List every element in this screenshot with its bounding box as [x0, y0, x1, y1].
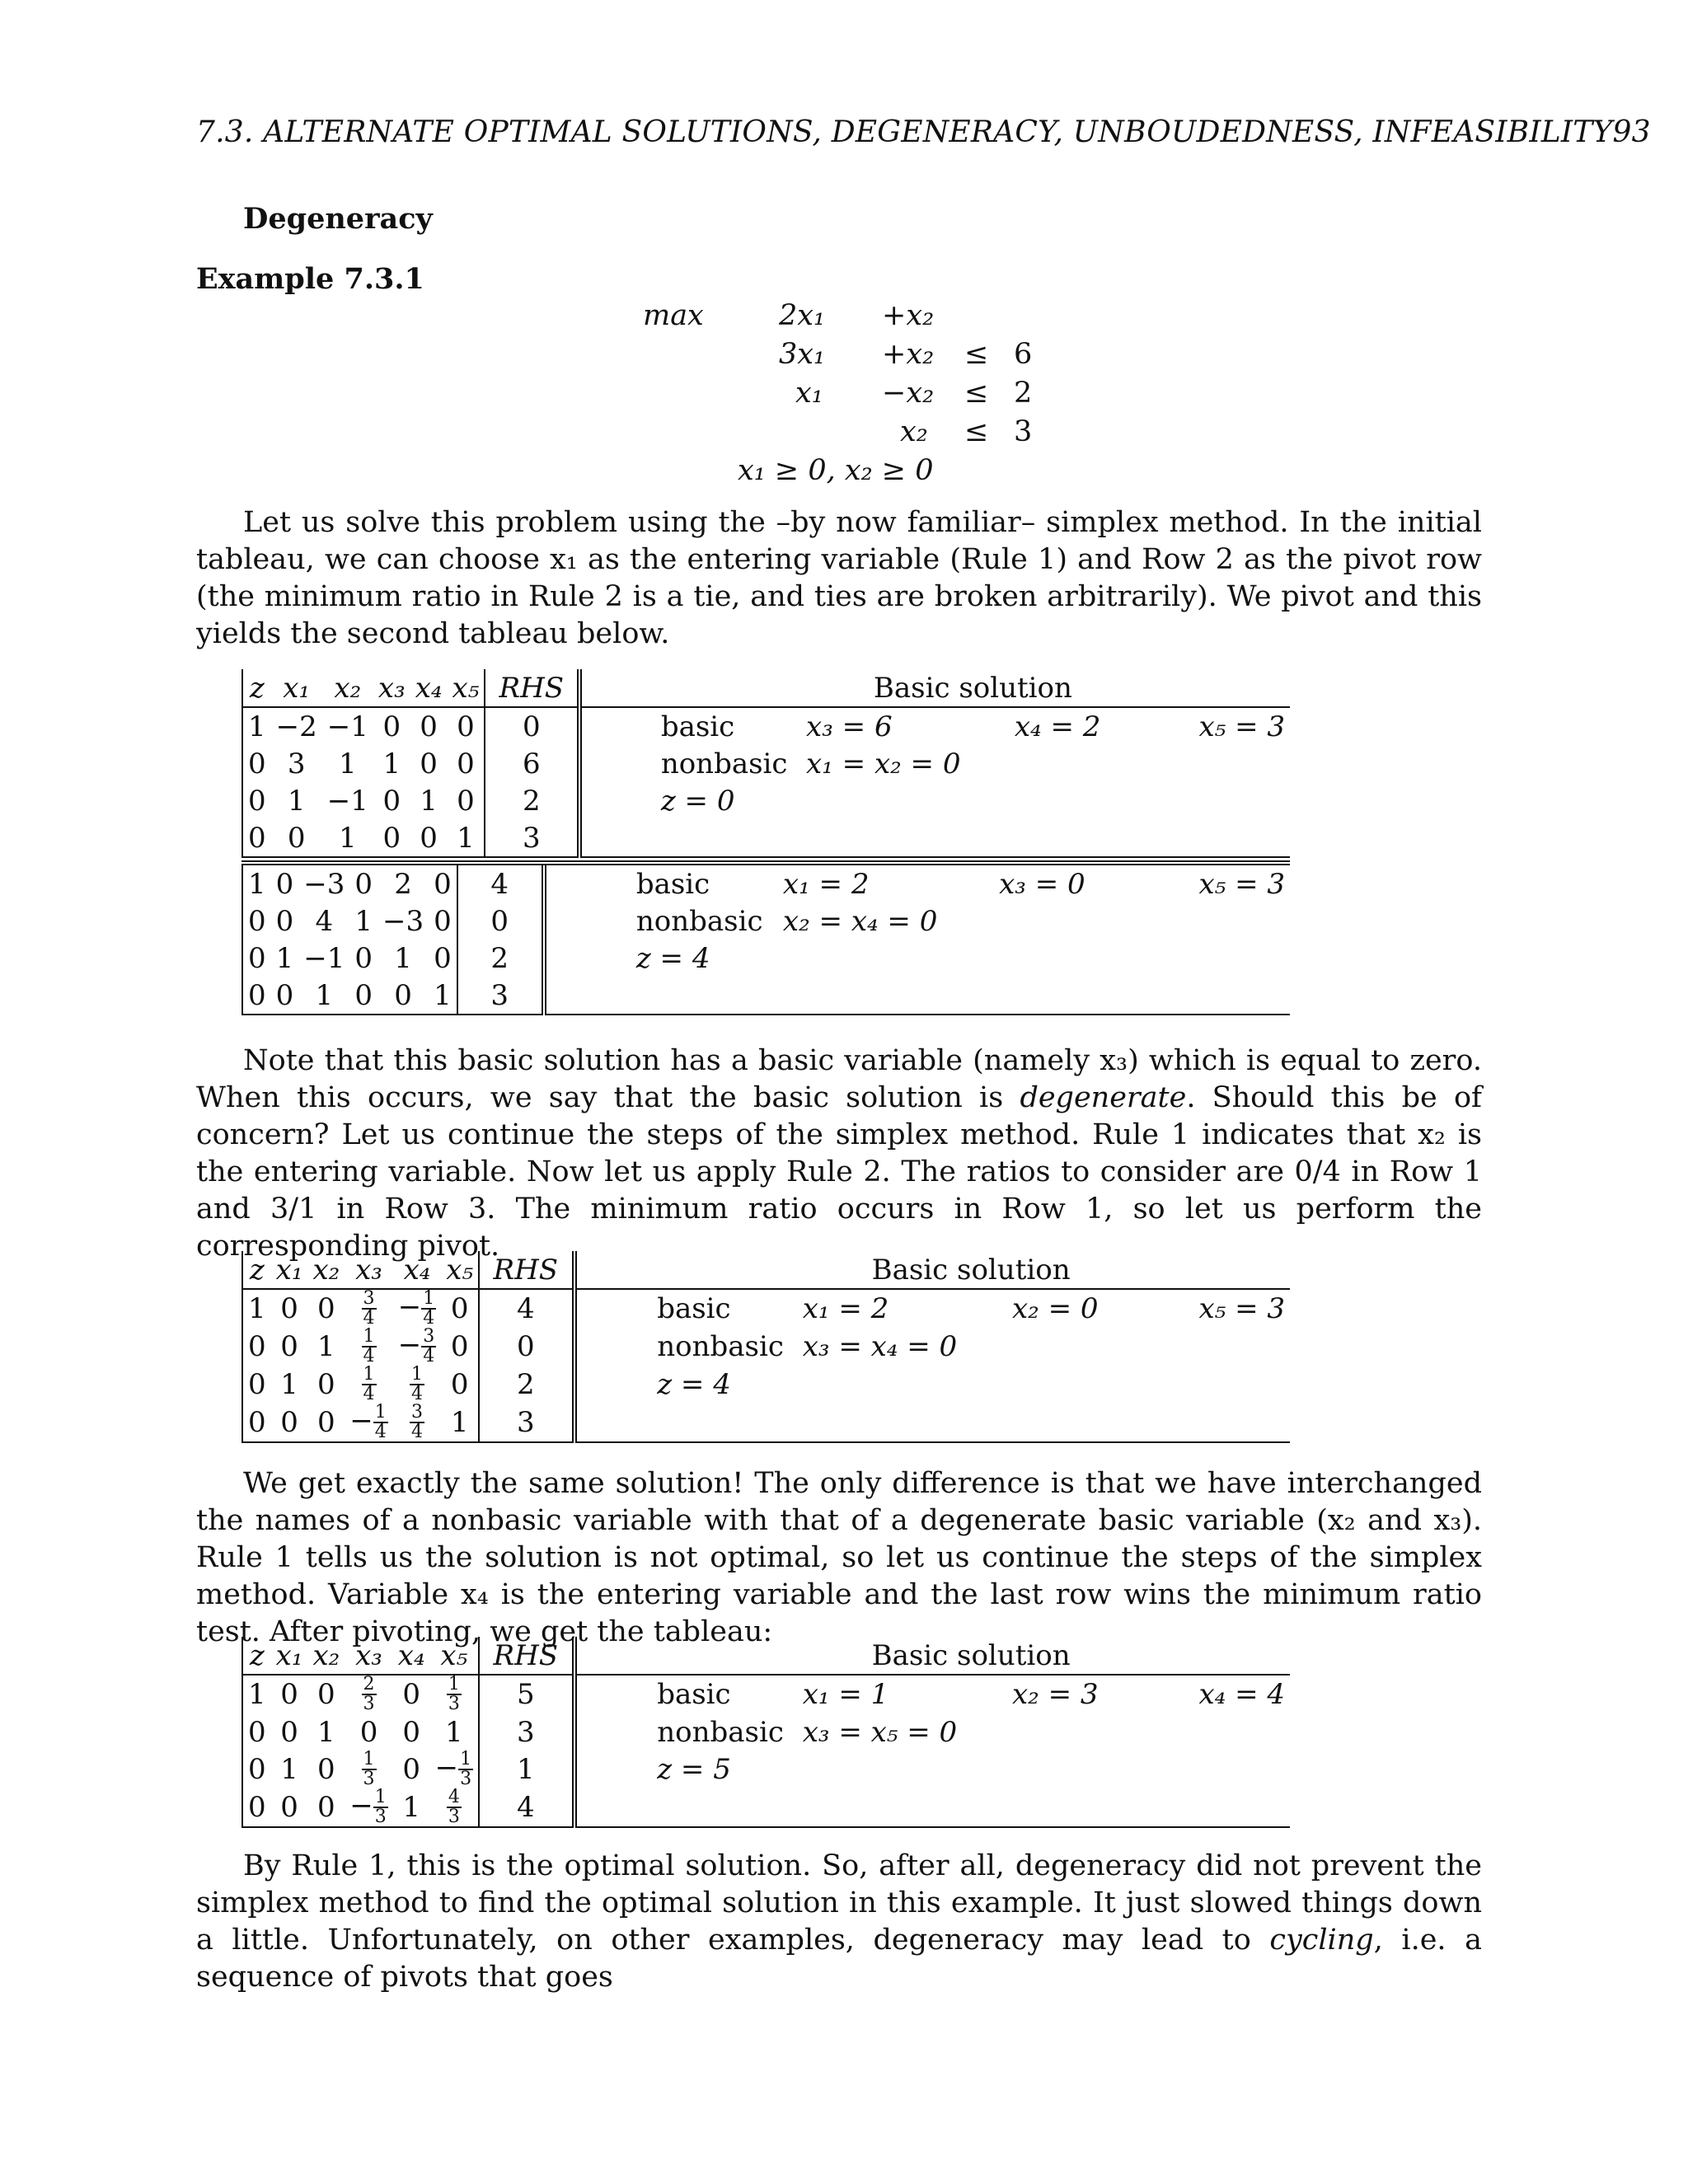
- tableau-cell: 0: [479, 1328, 574, 1366]
- basic-solution-value: [798, 1788, 1007, 1827]
- tableau-header-cell: z: [242, 669, 271, 707]
- tableau-cell: 1: [317, 1715, 335, 1749]
- basic-solution-value: [1193, 902, 1290, 940]
- paragraph-4: By Rule 1, this is the optimal solution. So, after all, degeneracy did not prevent the simplex method to find the optimal solution in this example. It just slowed things down a little. Unfortunately, on other examples, degeneracy may lead to cycling, i.e. a sequence of pivots that goes: [196, 1849, 1482, 1994]
- tableau-cell: 0: [382, 784, 401, 818]
- basic-solution-value: [1010, 745, 1194, 782]
- tableau-cell: −1: [326, 784, 368, 818]
- tableau-cell: 0: [242, 1750, 271, 1788]
- running-header: 7.3. ALTERNATE OPTIMAL SOLUTIONS, DEGENERACY, UNBOUDEDNESS, INFEASIBILITY93: [196, 115, 1651, 149]
- basic-solution-value: [1007, 1366, 1193, 1404]
- tableau-cell: $\frac{1}{4}$: [363, 1326, 375, 1366]
- basic-solution-value: [801, 819, 1010, 857]
- basic-solution-label: nonbasic: [660, 747, 788, 780]
- basic-solution-value: [1007, 1750, 1193, 1788]
- objective-term-2: +x₂: [882, 299, 935, 332]
- basic-solution-value: [1193, 1366, 1290, 1404]
- tableau-cell: 3: [479, 1404, 574, 1442]
- tableau-cell: −1: [303, 941, 345, 975]
- tableau-cell: 0: [450, 1330, 469, 1363]
- basic-solution-value: x₅ = 3: [1193, 863, 1290, 902]
- tableau-header-cell: x₅: [452, 671, 480, 705]
- tableau-cell: 0: [434, 904, 452, 938]
- basic-solution-value: x₅ = 3: [1193, 707, 1290, 745]
- basic-solution-header: Basic solution: [871, 1638, 1071, 1672]
- tableau-cell: − $\frac{1}{3}$: [434, 1749, 472, 1789]
- tableau-cell: 0: [450, 1368, 469, 1401]
- tableau-cell: 2: [485, 782, 579, 819]
- section-title: Degeneracy: [243, 202, 433, 236]
- tableau-cell: $\frac{3}{4}$: [345, 1289, 393, 1328]
- tableau-cell: 3: [485, 819, 579, 857]
- basic-solution-value: x₅ = 3: [1193, 1289, 1290, 1328]
- basic-solution-value: x₄ = 2: [1010, 707, 1194, 745]
- basic-solution-value: x₁ = x₂ = 0: [806, 747, 961, 780]
- constraint-1-a: 3x₁: [779, 338, 826, 371]
- constraint-1-op: ≤: [964, 338, 989, 371]
- tableau-cell: 1: [287, 784, 306, 818]
- tableau-header-cell: RHS: [485, 669, 579, 707]
- tableau-cell: $\frac{1}{4}$: [411, 1364, 424, 1404]
- tableau-cell: 5: [479, 1675, 574, 1713]
- tableau-cell: 1: [339, 747, 357, 780]
- tableau-cell: 0: [317, 1368, 335, 1401]
- tableau-cell: 1: [242, 1675, 271, 1713]
- tableau-cell: $\frac{4}{3}$: [430, 1788, 480, 1827]
- tableau-cell: 0: [307, 1289, 345, 1328]
- tableau-cell: − $\frac{1}{4}$: [345, 1404, 393, 1442]
- tableau-cell: 0: [271, 1404, 308, 1442]
- paragraph-1: Let us solve this problem using the –by now familiar– simplex method. In the initial tableau, we can choose x₁ as the entering variable (Rule 1) and Row 2 as the pivot row (the minimum ratio in Rule 2 is a tie, and ties are broken arbitrarily). We pivot and this yields the second tableau below.: [196, 506, 1482, 650]
- tableau-row: [242, 782, 1290, 819]
- tableau-header-cell: x₂: [334, 671, 362, 705]
- tableau-cell: $\frac{1}{3}$: [430, 1675, 480, 1713]
- tableau-cell: $\frac{2}{3}$: [345, 1675, 393, 1713]
- tableau-cell: 1: [275, 941, 294, 975]
- basic-solution-value: x₂ = 0: [1007, 1289, 1193, 1328]
- tableau-cell: 4: [479, 1788, 574, 1827]
- tableau-cell: 0: [420, 747, 438, 780]
- basic-solution-value: [1193, 819, 1290, 857]
- basic-solution-value: [1010, 819, 1194, 857]
- tableau-cell: 0: [242, 745, 271, 782]
- tableau-cell: 0: [242, 902, 271, 940]
- basic-solution-value: [1007, 1404, 1193, 1442]
- tableau-4: [241, 1637, 1290, 1828]
- tableau-cell: 1: [298, 977, 349, 1015]
- tableau-cell: 1: [280, 1753, 298, 1786]
- tableau-row: [242, 1328, 1290, 1366]
- tableau-cell: 0: [429, 863, 457, 902]
- tableau-cell: 0: [271, 1289, 308, 1328]
- basic-solution-label: basic: [652, 1675, 798, 1713]
- basic-solution-label: [652, 1404, 798, 1442]
- tableau-cell: 0: [242, 1788, 271, 1827]
- basic-solution-value: [1007, 1328, 1193, 1366]
- tableau-row: [242, 1404, 1290, 1442]
- tableau-cell: 0: [271, 1675, 308, 1713]
- basic-solution-value: [1193, 940, 1290, 977]
- tableau-row: [242, 902, 1290, 940]
- tableau-cell: − $\frac{1}{4}$: [393, 1289, 442, 1328]
- tableau-row: [242, 1366, 1290, 1404]
- tableau-cell: 1: [420, 784, 438, 818]
- tableau-cell: 0: [457, 784, 475, 818]
- basic-solution-value: x₄ = 4: [1193, 1675, 1290, 1713]
- basic-solution-value: [1193, 1713, 1290, 1750]
- tableau-cell: 0: [457, 902, 544, 940]
- objective-term-1: 2x₁: [779, 299, 826, 332]
- basic-solution-value: x₁ = 1: [798, 1675, 1007, 1713]
- tableau-cell: 0: [402, 1753, 420, 1786]
- basic-solution-value: x₃ = x₄ = 0: [802, 1330, 958, 1363]
- tableau-cell: 6: [485, 745, 579, 782]
- tableau-header-cell: z: [242, 1637, 271, 1675]
- tableau-cell: $\frac{1}{3}$: [363, 1749, 375, 1789]
- tableau-cell: 0: [280, 1715, 298, 1749]
- tableau-row: [242, 1713, 1290, 1750]
- basic-solution-value: [778, 977, 994, 1015]
- basic-solution-value: [1193, 745, 1290, 782]
- tableau-cell: 2: [457, 940, 544, 977]
- basic-solution-label: basic: [656, 707, 801, 745]
- tableau-cell: −2: [271, 707, 322, 745]
- tableau-header-cell: x₂: [312, 1253, 340, 1286]
- tableau-cell: 4: [457, 863, 544, 902]
- tableau-cell: 0: [393, 1675, 430, 1713]
- basic-solution-value: [798, 1404, 1007, 1442]
- tableau-cell: 1: [441, 1404, 479, 1442]
- tableau-header-cell: RHS: [479, 1251, 574, 1289]
- tableau-cell: 0: [242, 819, 271, 857]
- tableau-cell: −3: [382, 904, 424, 938]
- tableau-cell: 0: [448, 707, 485, 745]
- tableau-cell: 3: [287, 747, 306, 780]
- tableau-cell: 0: [242, 977, 271, 1015]
- tableau-cell: − $\frac{3}{4}$: [397, 1326, 435, 1366]
- tableau-row: [242, 819, 1290, 857]
- tableau-cell: 0: [242, 1328, 271, 1366]
- tableau-cell: 0: [307, 1404, 345, 1442]
- constraint-3-op: ≤: [964, 415, 989, 448]
- tableau-cell: 0: [242, 1366, 271, 1404]
- basic-solution-value: x₂ = 3: [1007, 1675, 1193, 1713]
- tableau-cell: 1: [280, 1368, 298, 1401]
- tableau-row: [242, 745, 1290, 782]
- basic-solution-label: basic: [631, 863, 778, 902]
- tableau-cell: 2: [377, 863, 429, 902]
- tableau-cell: 0: [271, 819, 322, 857]
- tableau-cell: 0: [280, 1330, 298, 1363]
- basic-solution-value: [778, 940, 994, 977]
- basic-solution-header: Basic solution: [871, 1253, 1071, 1286]
- basic-solution-label: z = 0: [660, 784, 735, 818]
- tableau-cell: 1: [322, 819, 373, 857]
- basic-solution-value: x₂ = x₄ = 0: [782, 904, 938, 938]
- tableau-cell: 0: [307, 1788, 345, 1827]
- basic-solution-label: nonbasic: [657, 1715, 784, 1749]
- tableau-header-cell: x₁: [275, 1253, 303, 1286]
- basic-solution-label: [631, 977, 778, 1015]
- basic-solution-label: nonbasic: [657, 1330, 784, 1363]
- tableau-2: [241, 860, 1290, 1015]
- tableau-cell: − $\frac{1}{3}$: [345, 1788, 393, 1827]
- tableau-cell: 0: [410, 819, 448, 857]
- tableau-cell: 1: [354, 904, 373, 938]
- constraint-3-b: x₂: [900, 415, 928, 448]
- tableau-cell: 1: [479, 1750, 574, 1788]
- tableau-cell: 0: [307, 1675, 345, 1713]
- tableau-cell: 0: [457, 747, 475, 780]
- basic-solution-value: [1193, 977, 1290, 1015]
- tableau-cell: 0: [377, 977, 429, 1015]
- basic-solution-value: x₁ = 2: [778, 863, 994, 902]
- tableau-header-cell: x₄: [403, 1253, 431, 1286]
- constraint-2-rhs: 2: [1014, 377, 1033, 410]
- tableau-cell: 0: [271, 977, 299, 1015]
- tableau-cell: 2: [479, 1366, 574, 1404]
- basic-solution-value: [801, 782, 1010, 819]
- tableau-cell: 0: [242, 1713, 271, 1750]
- tableau-row: [242, 940, 1290, 977]
- tableau-cell: 3: [457, 977, 544, 1015]
- basic-solution-value: [1010, 782, 1194, 819]
- tableau-cell: 1: [242, 1289, 271, 1328]
- nonnegativity: x₁ ≥ 0, x₂ ≥ 0: [738, 454, 934, 487]
- basic-solution-value: x₃ = 0: [994, 863, 1193, 902]
- tableau-header-cell: x₁: [275, 1638, 303, 1672]
- paragraph-2: Note that this basic solution has a basic variable (namely x₃) which is equal to zero. When this occurs, we say that the basic solution is degenerate. Should this be of concern? Let us continue the steps of the simplex method. Rule 1 indicates that x₂ is the entering variable. Now let us apply Rule 2. The ratios to consider are 0/4 in Row 1 and 3/1 in Row 3. The minimum ratio occurs in Row 1, so let us perform the corresponding pivot.: [196, 1044, 1482, 1263]
- tableau-cell: 0: [359, 1715, 378, 1749]
- basic-solution-value: [798, 1366, 1007, 1404]
- tableau-cell: −1: [322, 707, 373, 745]
- tableau-header-cell: x₅: [440, 1638, 468, 1672]
- constraint-2-b: −x₂: [882, 377, 935, 410]
- tableau-cell: 0: [242, 940, 271, 977]
- tableau-row: [242, 863, 1290, 902]
- tableau-cell: 1: [242, 707, 271, 745]
- tableau-row: [242, 1788, 1290, 1827]
- basic-solution-label: nonbasic: [635, 904, 763, 938]
- tableau-cell: 0: [485, 707, 579, 745]
- basic-solution-value: [994, 940, 1193, 977]
- tableau-cell: 1: [445, 1715, 463, 1749]
- basic-solution-value: [1007, 1788, 1193, 1827]
- tableau-cell: 1: [393, 1788, 430, 1827]
- basic-solution-value: [1193, 1404, 1290, 1442]
- tableau-cell: 3: [479, 1713, 574, 1750]
- tableau-cell: 1: [242, 863, 271, 902]
- basic-solution-label: z = 4: [635, 941, 710, 975]
- tableau-cell: 4: [479, 1289, 574, 1328]
- tableau-cell: 0: [441, 1289, 479, 1328]
- tableau-cell: 0: [373, 707, 410, 745]
- tableau-row: [242, 977, 1290, 1015]
- basic-solution-value: [1193, 1328, 1290, 1366]
- tableau-cell: 0: [242, 782, 271, 819]
- tableau-cell: 4: [315, 904, 334, 938]
- tableau-cell: $\frac{3}{4}$: [393, 1404, 442, 1442]
- tableau-cell: 0: [317, 1753, 335, 1786]
- tableau-header-cell: RHS: [479, 1637, 574, 1675]
- tableau-3: [241, 1251, 1290, 1443]
- tableau-header-cell: x₂: [312, 1638, 340, 1672]
- tableau-1: [241, 669, 1290, 858]
- basic-solution-label: z = 4: [657, 1368, 731, 1401]
- tableau-row: [242, 1289, 1290, 1328]
- basic-solution-value: [798, 1750, 1007, 1788]
- tableau-cell: 0: [402, 1715, 420, 1749]
- basic-solution-value: [1193, 1750, 1290, 1788]
- basic-solution-label: z = 5: [657, 1753, 731, 1786]
- paragraph-3: We get exactly the same solution! The only difference is that we have interchanged the names of a nonbasic variable with that of a degenerate basic variable (x₂ and x₃). Rule 1 tells us the solution is not optimal, so let us continue the steps of the simplex method. Variable x₄ is the entering variable and the last row wins the minimum ratio test. After pivoting, we get the tableau:: [196, 1467, 1482, 1648]
- constraint-2-a: x₁: [795, 377, 823, 410]
- basic-solution-value: [994, 977, 1193, 1015]
- basic-solution-value: x₁ = 2: [798, 1289, 1007, 1328]
- basic-solution-value: [1007, 1713, 1193, 1750]
- tableau-header-cell: z: [242, 1251, 271, 1289]
- constraint-2-op: ≤: [964, 377, 989, 410]
- basic-solution-label: [656, 819, 801, 857]
- tableau-header-cell: x₄: [397, 1638, 425, 1672]
- tableau-row: [242, 707, 1290, 745]
- tableau-row: [242, 1750, 1290, 1788]
- tableau-cell: 1: [429, 977, 457, 1015]
- tableau-cell: 0: [410, 707, 448, 745]
- constraint-1-b: +x₂: [882, 338, 935, 371]
- tableau-header-cell: x₃: [355, 1253, 382, 1286]
- tableau-cell: 0: [354, 941, 373, 975]
- constraint-3-rhs: 3: [1014, 415, 1033, 448]
- basic-solution-value: x₃ = 6: [801, 707, 1010, 745]
- tableau-cell: 0: [242, 1404, 271, 1442]
- basic-solution-value: [994, 902, 1193, 940]
- tableau-cell: 0: [349, 977, 377, 1015]
- tableau-cell: 0: [275, 904, 294, 938]
- tableau-header-cell: x₃: [377, 671, 406, 705]
- example-title: Example 7.3.1: [196, 262, 424, 296]
- basic-solution-header: Basic solution: [873, 671, 1072, 705]
- basic-solution-value: x₃ = x₅ = 0: [802, 1715, 958, 1749]
- tableau-header-cell: x₅: [446, 1253, 474, 1286]
- tableau-row: [242, 1675, 1290, 1713]
- tableau-cell: 0: [271, 863, 299, 902]
- tableau-cell: 1: [382, 747, 401, 780]
- tableau-cell: 0: [373, 819, 410, 857]
- tableau-header-cell: x₄: [415, 671, 443, 705]
- tableau-cell: 1: [448, 819, 485, 857]
- basic-solution-value: [1193, 782, 1290, 819]
- tableau-header-cell: x₃: [355, 1638, 382, 1672]
- basic-solution-label: [652, 1788, 798, 1827]
- tableau-cell: −3: [298, 863, 349, 902]
- tableau-cell: 0: [271, 1788, 308, 1827]
- tableau-cell: 1: [317, 1330, 335, 1363]
- tableau-cell: 1: [394, 941, 412, 975]
- tableau-cell: $\frac{1}{4}$: [363, 1364, 375, 1404]
- basic-solution-value: [1193, 1788, 1290, 1827]
- tableau-cell: 0: [349, 863, 377, 902]
- constraint-1-rhs: 6: [1014, 338, 1033, 371]
- tableau-header-cell: x₁: [283, 671, 311, 705]
- tableau-cell: 0: [434, 941, 452, 975]
- max-label: max: [643, 299, 704, 332]
- basic-solution-label: basic: [652, 1289, 798, 1328]
